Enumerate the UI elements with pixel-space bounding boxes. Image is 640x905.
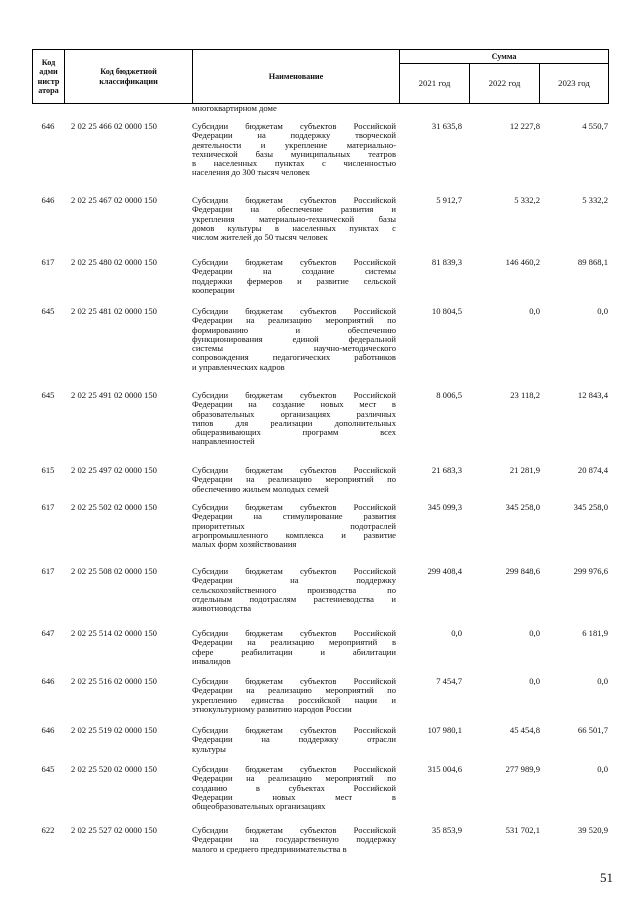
subsidy-name-line: Субсидии бюджетам субъектов Российской — [192, 567, 396, 576]
subsidy-name-line: системы научно-методического — [192, 344, 396, 354]
subsidy-name — [192, 629, 396, 666]
budget-classification-code: 2 02 25 520 02 0000 150 — [71, 764, 157, 774]
amount-2022: 531 702,1 — [505, 825, 540, 835]
amount-2021: 7 454,7 — [436, 676, 462, 686]
subsidy-name-line: культуры — [192, 744, 226, 754]
budget-classification-code: 2 02 25 497 02 0000 150 — [71, 465, 157, 475]
subsidy-name-line: сфере реабилитации и абилитации — [192, 647, 396, 657]
amount-2021: 0,0 — [451, 628, 462, 638]
subsidy-name-line: Субсидии бюджетам субъектов Российской — [192, 196, 396, 205]
subsidy-name-line: Субсидии бюджетам субъектов Российской — [192, 726, 396, 735]
subsidy-name-line: и управленческих кадров — [192, 362, 285, 372]
amount-2022: 345 258,0 — [505, 502, 540, 512]
amount-2021: 8 006,5 — [436, 390, 462, 400]
subsidy-name — [192, 307, 396, 372]
subsidy-name-line: Субсидии бюджетам субъектов Российской — [192, 258, 396, 267]
subsidy-name-line: населения до 300 тысяч человек — [192, 168, 310, 178]
amount-2021: 315 004,6 — [427, 764, 462, 774]
admin-code: 617 — [41, 257, 55, 267]
subsidy-name-line: деятельности и укрепление материально- — [192, 140, 396, 150]
amount-2021: 10 804,5 — [431, 306, 462, 316]
budget-classification-code: 2 02 25 466 02 0000 150 — [71, 121, 157, 131]
header-year-2021: 2021 год — [400, 64, 470, 104]
subsidy-name-line: домов культуры в населенных пунктах с — [192, 223, 396, 233]
subsidy-name-line: Федерации на государственную поддержку — [192, 835, 396, 845]
subsidy-name-line: Федерации на стимулирование развития — [192, 512, 396, 522]
header-sum: Сумма — [400, 50, 609, 64]
amount-2021: 35 853,9 — [431, 825, 462, 835]
subsidy-name-line: Федерации на обеспечение развития и — [192, 205, 396, 215]
amount-2023: 0,0 — [597, 306, 608, 316]
amount-2023: 39 520,9 — [577, 825, 608, 835]
header-admin-code: Код адми нистр атора — [33, 50, 65, 104]
amount-2022: 21 281,9 — [509, 465, 540, 475]
subsidy-name-line: Федерации на реализацию мероприятий по — [192, 686, 396, 696]
amount-2021: 31 635,8 — [431, 121, 462, 131]
subsidy-name-line: приоритетных подотраслей — [192, 521, 396, 531]
subsidy-name-line: Федерации на поддержку — [192, 576, 396, 586]
admin-code: 615 — [41, 465, 55, 475]
subsidy-name-line: общеразвивающих программ всех — [192, 428, 396, 438]
amount-2021: 81 839,3 — [431, 257, 462, 267]
amount-2023: 5 332,2 — [582, 195, 608, 205]
subsidy-name — [192, 391, 396, 447]
header-year-2022: 2022 год — [470, 64, 540, 104]
subsidy-name-line: малых форм хозяйствования — [192, 540, 297, 550]
subsidy-name-line: Федерации новых мест в — [192, 792, 396, 802]
amount-2021: 5 912,7 — [436, 195, 462, 205]
subsidy-name — [192, 466, 396, 494]
amount-2023: 89 868,1 — [577, 257, 608, 267]
subsidy-name — [192, 826, 396, 854]
subsidy-name-line: агропромышленного комплекса и развитие — [192, 530, 396, 540]
subsidy-name-line: образовательных организациях различных — [192, 409, 396, 419]
subsidy-name-line: Субсидии бюджетам субъектов Российской — [192, 391, 396, 400]
subsidy-name-line: типов для реализации дополнительных — [192, 418, 396, 428]
admin-code: 645 — [41, 306, 55, 316]
subsidy-name — [192, 503, 396, 549]
admin-code: 646 — [41, 195, 55, 205]
subsidy-name-line: поддержки фермеров и развитие сельской — [192, 276, 396, 286]
amount-2023: 12 843,4 — [577, 390, 608, 400]
subsidy-name-line: созданию в субъектах Российской — [192, 783, 396, 793]
subsidy-name — [192, 677, 396, 714]
amount-2021: 21 683,3 — [431, 465, 462, 475]
budget-classification-code: 2 02 25 519 02 0000 150 — [71, 725, 157, 735]
subsidy-name-line: Федерации на реализацию мероприятий по — [192, 774, 396, 784]
subsidy-name-line: технической базы муниципальных театров — [192, 149, 396, 159]
amount-2021: 107 980,1 — [427, 725, 462, 735]
subsidy-name-line: Федерации на реализацию мероприятий по — [192, 316, 396, 326]
admin-code: 645 — [41, 764, 55, 774]
amount-2021: 345 099,3 — [427, 502, 462, 512]
subsidy-name-line: Федерации на поддержку творческой — [192, 131, 396, 141]
budget-classification-code: 2 02 25 480 02 0000 150 — [71, 257, 157, 267]
amount-2022: 45 454,8 — [509, 725, 540, 735]
amount-2023: 4 550,7 — [582, 121, 608, 131]
subsidy-name-line: Субсидии бюджетам субъектов Российской — [192, 503, 396, 512]
amount-2022: 0,0 — [529, 628, 540, 638]
subsidy-name — [192, 258, 396, 295]
subsidy-name-line: Федерации на создание новых мест в — [192, 400, 396, 410]
amount-2022: 5 332,2 — [514, 195, 540, 205]
subsidy-name — [192, 726, 396, 754]
subsidy-name-line: направленностей — [192, 437, 255, 447]
amount-2022: 0,0 — [529, 306, 540, 316]
subsidy-name-line: Федерации на реализацию мероприятий в — [192, 638, 396, 648]
subsidy-name-line: Федерации на создание системы — [192, 267, 396, 277]
admin-code: 646 — [41, 725, 55, 735]
subsidy-name-line: Федерации на реализацию мероприятий по — [192, 475, 396, 485]
subsidy-name-line: кооперации — [192, 285, 235, 295]
subsidy-name-line: сопровождения педагогических работников — [192, 353, 396, 363]
budget-classification-code: 2 02 25 514 02 0000 150 — [71, 628, 157, 638]
subsidy-name — [192, 196, 396, 242]
budget-classification-code: 2 02 25 481 02 0000 150 — [71, 306, 157, 316]
subsidy-name-line: отдельным подотраслям растениеводства и — [192, 594, 396, 604]
subsidy-name — [192, 765, 396, 811]
subsidy-name-line: в населенных пунктах с численностью — [192, 159, 396, 169]
budget-classification-code: 2 02 25 502 02 0000 150 — [71, 502, 157, 512]
subsidy-name-line: формированию и обеспечению — [192, 325, 396, 335]
amount-2022: 12 227,8 — [509, 121, 540, 131]
subsidy-name-line: Субсидии бюджетам субъектов Российской — [192, 307, 396, 316]
budget-classification-code: 2 02 25 516 02 0000 150 — [71, 676, 157, 686]
subsidy-name-line: Субсидии бюджетам субъектов Российской — [192, 677, 396, 686]
subsidy-name-line: Субсидии бюджетам субъектов Российской — [192, 765, 396, 774]
subsidy-name-line: общеобразовательных организациях — [192, 802, 326, 812]
admin-code: 622 — [41, 825, 55, 835]
subsidy-name-line: сельскохозяйственного производства по — [192, 585, 396, 595]
amount-2022: 299 848,6 — [505, 566, 540, 576]
header-name: Наименование — [193, 50, 400, 104]
subsidy-name-line: животноводства — [192, 604, 252, 614]
subsidy-name-line: малого и среднего предпринимательства в — [192, 844, 347, 854]
subsidy-name — [192, 567, 396, 613]
continuation-text: многоквартирном доме — [192, 103, 277, 113]
subsidy-name-line: инвалидов — [192, 656, 231, 666]
subsidy-name-line: этнокультурному развитию народов России — [192, 704, 352, 714]
subsidy-name-line: Субсидии бюджетам субъектов Российской — [192, 466, 396, 475]
amount-2022: 277 989,9 — [505, 764, 540, 774]
subsidy-name-line: Субсидии бюджетам субъектов Российской — [192, 122, 396, 131]
subsidy-name-line: числом жителей до 50 тысяч человек — [192, 233, 328, 243]
subsidy-name-line: функционирования единой федеральной — [192, 334, 396, 344]
amount-2023: 6 181,9 — [582, 628, 608, 638]
admin-code: 617 — [41, 566, 55, 576]
subsidy-name-line: укреплению единства российской нации и — [192, 695, 396, 705]
budget-classification-code: 2 02 25 508 02 0000 150 — [71, 566, 157, 576]
page-number: 51 — [600, 870, 613, 885]
amount-2021: 299 408,4 — [427, 566, 462, 576]
subsidy-name-line: укрепления материально-технической базы — [192, 214, 396, 224]
amount-2022: 23 118,2 — [510, 390, 540, 400]
subsidy-name-line: обеспечению жильем молодых семей — [192, 484, 329, 494]
admin-code: 617 — [41, 502, 55, 512]
subsidy-name-line: Субсидии бюджетам субъектов Российской — [192, 629, 396, 638]
amount-2023: 0,0 — [597, 676, 608, 686]
amount-2023: 299 976,6 — [573, 566, 608, 576]
amount-2023: 0,0 — [597, 764, 608, 774]
admin-code: 645 — [41, 390, 55, 400]
admin-code: 646 — [41, 676, 55, 686]
header-year-2023: 2023 год — [540, 64, 609, 104]
amount-2023: 20 874,4 — [577, 465, 608, 475]
budget-classification-code: 2 02 25 467 02 0000 150 — [71, 195, 157, 205]
subsidy-name-line: Субсидии бюджетам субъектов Российской — [192, 826, 396, 835]
budget-classification-code: 2 02 25 491 02 0000 150 — [71, 390, 157, 400]
amount-2022: 0,0 — [529, 676, 540, 686]
amount-2023: 66 501,7 — [577, 725, 608, 735]
amount-2023: 345 258,0 — [573, 502, 608, 512]
admin-code: 647 — [41, 628, 55, 638]
subsidy-name — [192, 122, 396, 178]
header-kbk: Код бюджетной классификации — [65, 50, 193, 104]
budget-classification-code: 2 02 25 527 02 0000 150 — [71, 825, 157, 835]
subsidy-name-line: Федерации на поддержку отрасли — [192, 735, 396, 745]
admin-code: 646 — [41, 121, 55, 131]
amount-2022: 146 460,2 — [505, 257, 540, 267]
